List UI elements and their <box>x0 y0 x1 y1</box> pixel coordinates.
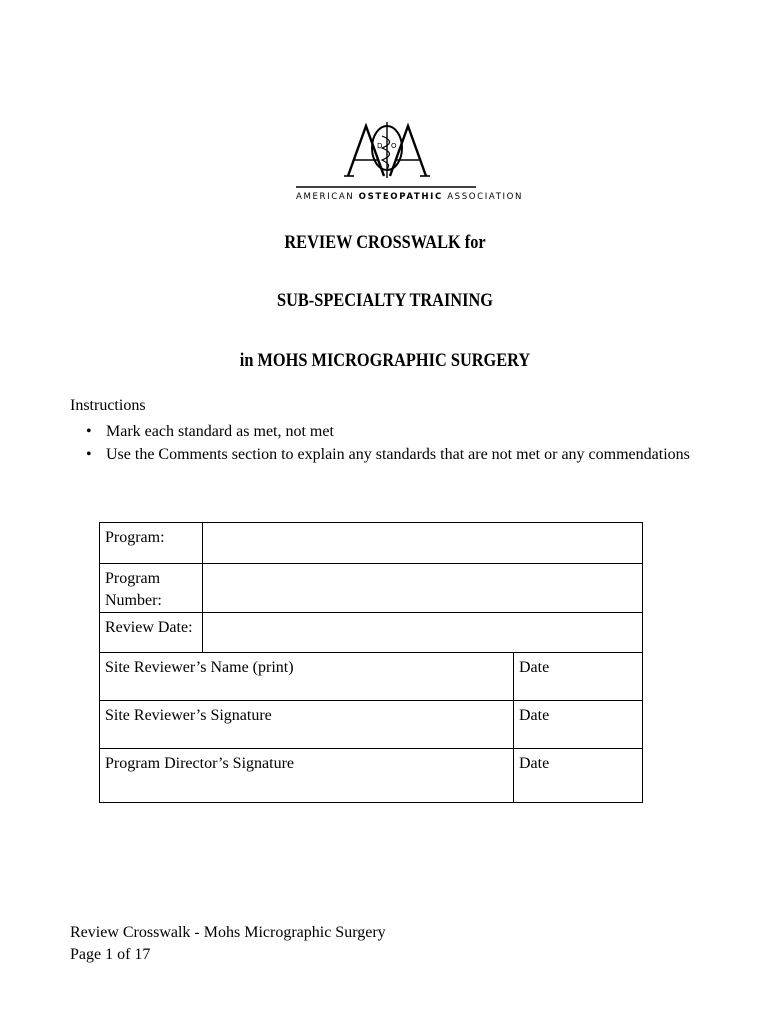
bullet-icon: • <box>86 423 92 440</box>
review-info-table <box>99 522 643 803</box>
program-director-signature-field[interactable] <box>100 749 514 803</box>
site-reviewer-name-label: Site Reviewer’s Name (print) <box>105 659 294 676</box>
table-row <box>100 749 643 803</box>
review-date-label: Review Date: <box>100 613 203 653</box>
program-field[interactable] <box>203 523 643 564</box>
program-number-label: Program Number: <box>100 564 203 613</box>
logo-org-prefix: AMERICAN <box>296 192 359 202</box>
site-reviewer-name-field[interactable] <box>100 653 514 701</box>
title-line-3: in MOHS MICROGRAPHIC SURGERY <box>239 350 531 371</box>
program-number-field[interactable] <box>203 564 643 613</box>
program-label: Program: <box>100 523 203 564</box>
program-director-date-field[interactable] <box>514 749 643 803</box>
instructions-heading: Instructions <box>70 397 146 414</box>
site-reviewer-signature-field[interactable] <box>100 701 514 749</box>
list-item <box>86 443 690 466</box>
logo-org-name <box>296 192 524 202</box>
date-label: Date <box>519 755 550 772</box>
review-date-field[interactable] <box>203 613 643 653</box>
footer-page-number: Page 1 of 17 <box>70 946 151 963</box>
page-footer <box>70 922 386 966</box>
site-reviewer-signature-label: Site Reviewer’s Signature <box>105 707 272 724</box>
instructions-list <box>86 420 690 466</box>
aoa-logo-mark <box>290 118 480 192</box>
table-row <box>100 564 643 613</box>
logo-org-bold: OSTEOPATHIC <box>358 192 443 202</box>
svg-text:O: O <box>391 142 397 150</box>
logo-org-suffix: ASSOCIATION <box>442 192 524 202</box>
date-label: Date <box>519 659 550 676</box>
bullet-icon: • <box>86 446 92 463</box>
svg-text:D: D <box>377 142 383 150</box>
date-label: Date <box>519 707 550 724</box>
aoa-logo <box>290 118 524 210</box>
site-reviewer-signature-date-field[interactable] <box>514 701 643 749</box>
table-row <box>100 613 643 653</box>
program-director-signature-label: Program Director’s Signature <box>105 755 294 772</box>
table-row <box>100 653 643 701</box>
instruction-text: Mark each standard as met, not met <box>106 423 334 440</box>
title-line-1: REVIEW CROSSWALK for <box>284 232 486 253</box>
table-row <box>100 701 643 749</box>
site-reviewer-name-date-field[interactable] <box>514 653 643 701</box>
list-item <box>86 420 690 443</box>
title-line-2: SUB-SPECIALTY TRAINING <box>277 290 493 311</box>
footer-document-title: Review Crosswalk - Mohs Micrographic Surgery <box>70 924 386 941</box>
instruction-text: Use the Comments section to explain any standards that are not met or any commendations <box>106 446 690 463</box>
table-row <box>100 523 643 564</box>
